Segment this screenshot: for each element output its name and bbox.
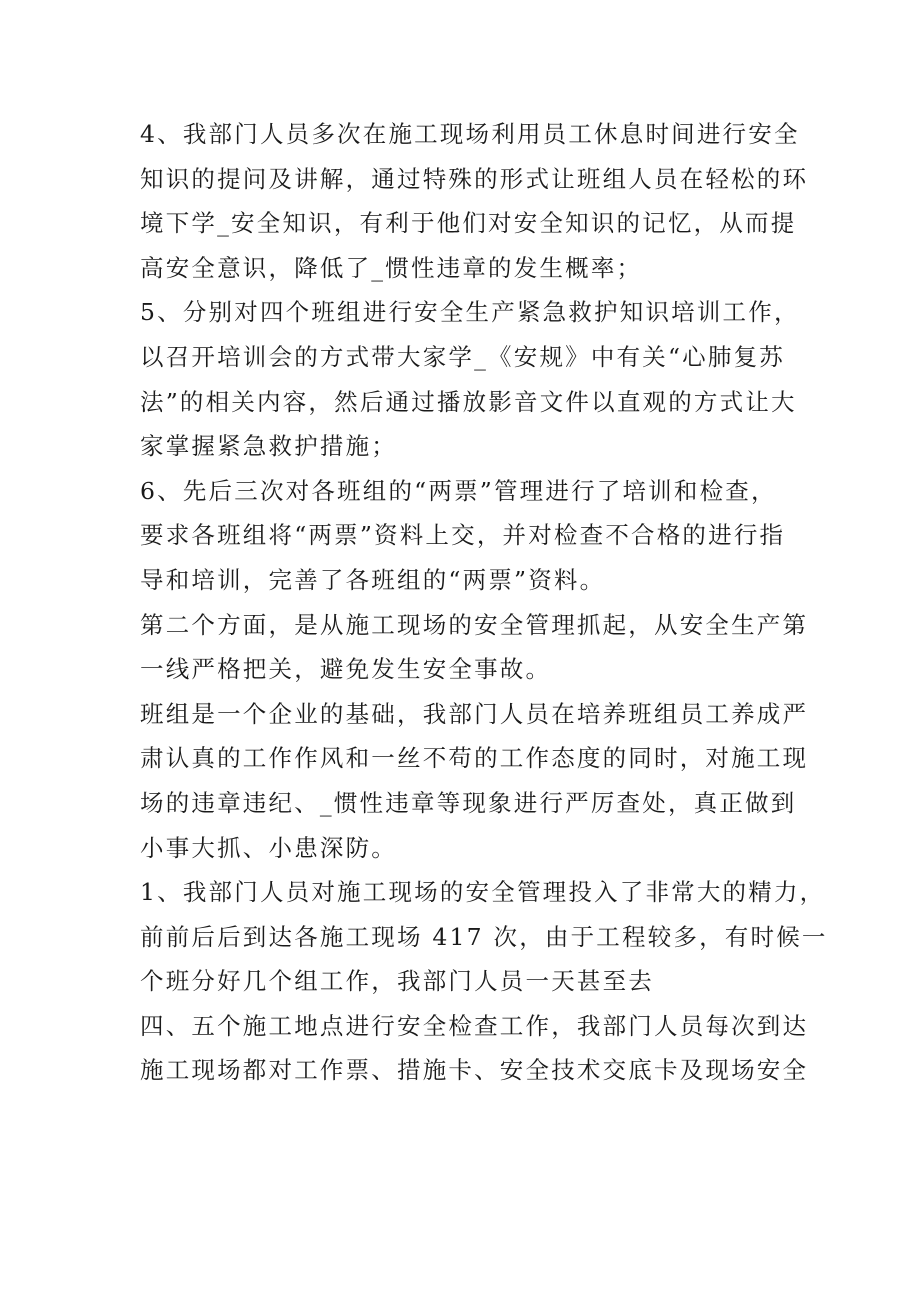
- text-line: 一线严格把关，避免发生安全事故。: [140, 655, 552, 684]
- text-line: 小事大抓、小患深防。: [140, 833, 397, 862]
- text-line: 6、先后三次对各班组的“两票”管理进行了培训和检查，: [140, 476, 777, 505]
- text-line: 肃认真的工作作风和一丝不苟的工作态度的同时，对施工现: [140, 744, 809, 773]
- paragraph-item-6: [140, 469, 785, 603]
- text-line: 第二个方面，是从施工现场的安全管理抓起，从安全生产第: [140, 610, 809, 639]
- text-line: 境下学_安全知识，有利于他们对安全知识的记忆，从而提: [140, 209, 797, 238]
- text-line: 5、分别对四个班组进行安全生产紧急救护知识培训工作，: [140, 298, 800, 327]
- text-line: 4、我部门人员多次在施工现场利用员工休息时间进行安全: [140, 120, 800, 148]
- text-line: 要求各班组将“两票”资料上交，并对检查不合格的进行指: [140, 521, 786, 550]
- text-line: 1、我部门人员对施工现场的安全管理投入了非常大的精力，: [140, 878, 826, 907]
- text-line: 个班分好几个组工作，我部门人员一天甚至去: [140, 967, 654, 996]
- document-body: [140, 112, 828, 1093]
- text-line: 以召开培训会的方式带大家学_《安规》中有关“心肺复苏: [140, 342, 785, 371]
- paragraph-item-5: [140, 290, 800, 468]
- text-line: 四、五个施工地点进行安全检查工作，我部门人员每次到达: [140, 1011, 809, 1040]
- text-line: 施工现场都对工作票、措施卡、安全技术交底卡及现场安全: [140, 1056, 809, 1085]
- text-line: 高安全意识，降低了_惯性违章的发生概率；: [140, 253, 643, 282]
- paragraph-inspection: [140, 1004, 809, 1093]
- text-line: 导和培训，完善了各班组的“两票”资料。: [140, 565, 606, 594]
- text-line: 知识的提问及讲解，通过特殊的形式让班组人员在轻松的环: [140, 164, 809, 193]
- paragraph-item-4: [140, 112, 809, 290]
- paragraph-team-foundation: [140, 692, 809, 870]
- paragraph-second-aspect: [140, 603, 809, 692]
- text-line: 前前后后到达各施工现场 417 次，由于工程较多，有时候一: [140, 922, 828, 951]
- text-line: 班组是一个企业的基础，我部门人员在培养班组员工养成严: [140, 699, 809, 728]
- text-line: 场的违章违纪、_惯性违章等现象进行严厉查处，真正做到: [140, 788, 797, 817]
- paragraph-item-1: [140, 870, 828, 1004]
- text-line: 家掌握紧急救护措施；: [140, 432, 397, 461]
- text-line: 法”的相关内容，然后通过播放影音文件以直观的方式让大: [140, 387, 797, 416]
